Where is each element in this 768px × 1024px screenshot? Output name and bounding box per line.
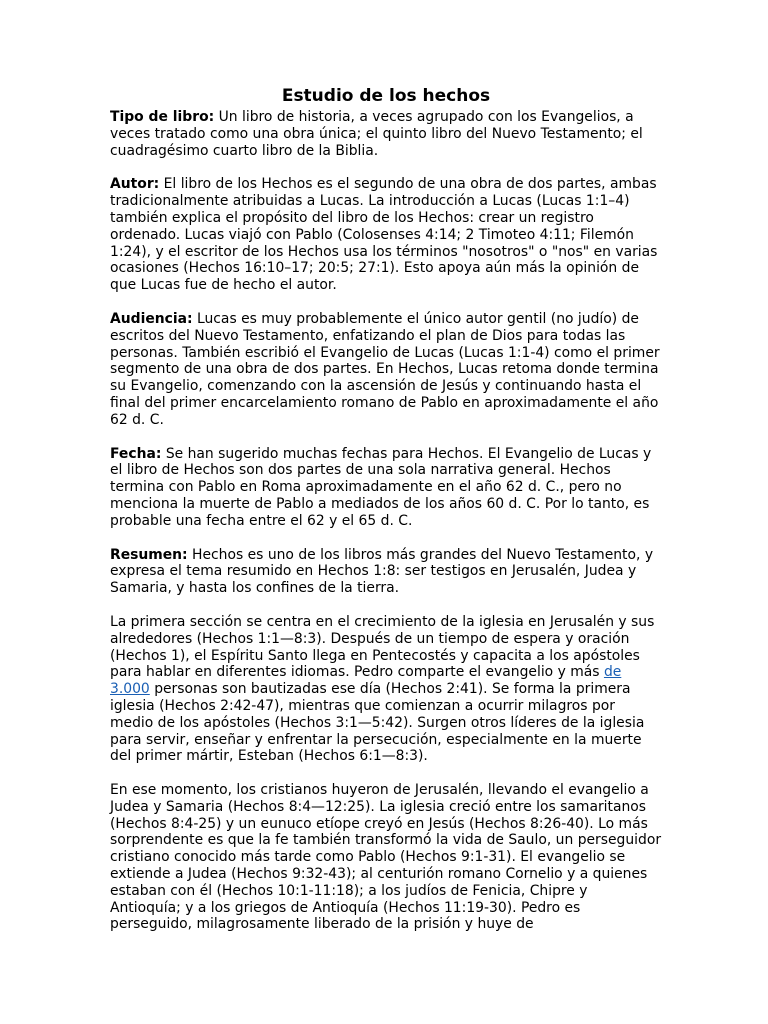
document-title: Estudio de los hechos	[281, 86, 491, 106]
label-autor: Autor:	[110, 176, 160, 193]
paragraph-autor	[110, 176, 662, 294]
paragraph-tipo-de-libro	[110, 109, 662, 159]
text-tipo-de-libro: Un libro de historia, a veces agrupado con los Evangelios, a veces tratado como una obra única; el quinto libro del Nuevo Testamento; el cuadragésimo cuarto libro de la Biblia.	[110, 109, 643, 159]
text-primera-seccion-end: personas son bautizadas ese día (Hechos 2:41). Se forma la primera iglesia (Hechos 2:42-47), mientras que comienzan a ocurrir milagros por medio de los apóstoles (Hechos 3:1—5:42). Surgen otros líderes de la iglesia para servir, enseñar y enfrentar la persecución, especialmente en la muerte del primer mártir, Esteban (Hechos 6:1—8:3).	[110, 681, 645, 765]
text-segunda-seccion: En ese momento, los cristianos huyeron de Jerusalén, llevando el evangelio a Judea y Samaria (Hechos 8:4—12:25). La iglesia creció entre los samaritanos (Hechos 8:4-25) y un eunuco etíope creyó en Jesús (Hechos 8:26-40). Lo más sorprendente es que la fe también transformó la vida de Saulo, un perseguidor cristiano conocido más tarde como Pablo (Hechos 9:1-31). El evangelio se extiende a Judea (Hechos 9:32-43); al centurión romano Cornelio y a quienes estaban con él (Hechos 10:1-11:18); a los judíos de Fenicia, Chipre y Antioquía; y a los griegos de Antioquía (Hechos 11:19-30). Pedro es perseguido, milagrosamente liberado de la prisión y huye de	[110, 782, 662, 933]
link-de-3000[interactable]: de 3.000	[110, 664, 622, 698]
text-autor: El libro de los Hechos es el segundo de una obra de dos partes, ambas tradicionalmente atribuidas a Lucas. La introducción a Lucas (Lucas 1:1–4) también explica el propósito del libro de los Hechos: crear un registro ordenado. Lucas viajó con Pablo (Colosenses 4:14; 2 Timoteo 4:11; Filemón 1:24), y el escritor de los Hechos usa los términos "nosotros" o "nos" en varias ocasiones (Hechos 16:10–17; 20:5; 27:1). Esto apoya aún más la opinión de que Lucas fue de hecho el autor.	[110, 176, 658, 294]
paragraph-audiencia	[110, 311, 662, 429]
paragraph-primera-seccion	[110, 614, 662, 765]
text-resumen: Hechos es uno de los libros más grandes del Nuevo Testamento, y expresa el tema resumido en Hechos 1:8: ser testigos en Jerusalén, Judea y Samaria, y hasta los confines de la tierra.	[110, 546, 654, 597]
text-fecha: Se han sugerido muchas fechas para Hechos. El Evangelio de Lucas y el libro de Hechos son dos partes de una sola narrativa general. Hechos termina con Pablo en Roma aproximadamente en el año 62 d. C., pero no menciona la muerte de Pablo a mediados de los años 60 d. C. Por lo tanto, es probable una fecha entre el 62 y el 65 d. C.	[110, 445, 652, 529]
paragraph-fecha	[110, 446, 662, 530]
text-audiencia: Lucas es muy probablemente el único autor gentil (no judío) de escritos del Nuevo Testamento, enfatizando el plan de Dios para todas las personas. También escribió el Evangelio de Lucas (Lucas 1:1-4) como el primer segmento de una obra de dos partes. En Hechos, Lucas retoma donde termina su Evangelio, comenzando con la ascensión de Jesús y continuando hasta el final del primer encarcelamiento romano de Pablo en aproximadamente el año 62 d. C.	[110, 310, 660, 428]
paragraph-segunda-seccion	[110, 782, 662, 933]
label-tipo-de-libro: Tipo de libro:	[110, 109, 215, 125]
label-resumen: Resumen:	[110, 546, 188, 563]
label-audiencia: Audiencia:	[110, 310, 193, 327]
text-primera-seccion-start: La primera sección se centra en el crecimiento de la iglesia en Jerusalén y sus alrededores (Hechos 1:1—8:3). Después de un tiempo de espera y oración (Hechos 1), el Espíritu Santo llega en Pentecostés y capacita a los apóstoles para hablar en diferentes idiomas. Pedro comparte el evangelio y más	[110, 613, 655, 681]
document-page	[110, 86, 662, 950]
label-fecha: Fecha:	[110, 445, 162, 462]
paragraph-resumen	[110, 547, 662, 597]
